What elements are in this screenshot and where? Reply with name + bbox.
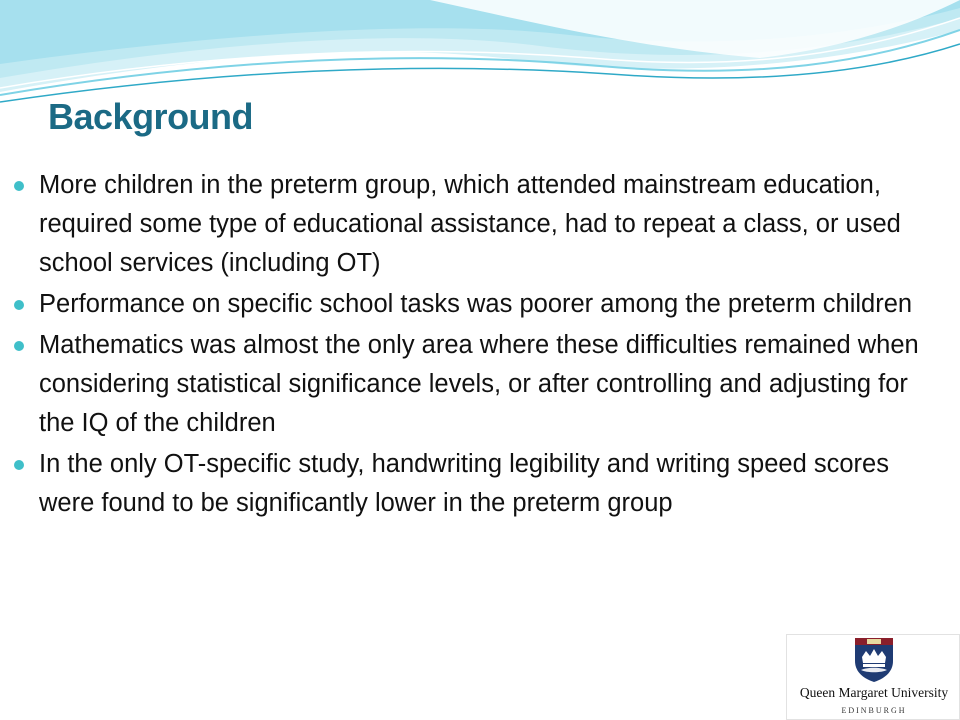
bullet-text: Performance on specific school tasks was poorer among the preterm children [39, 290, 913, 318]
bullet-dot-icon [14, 460, 24, 470]
header-wave-decoration [0, 0, 960, 110]
bullet-dot-icon [14, 181, 24, 191]
bullet-item [14, 326, 944, 443]
university-logo [786, 634, 960, 720]
bullet-text: In the only OT-specific study, handwriting legibility and writing speed scores were found to be significantly lower in the preterm group [39, 450, 889, 517]
bullet-item [14, 445, 944, 523]
bullet-list [14, 166, 944, 525]
bullet-text: Mathematics was almost the only area where these difficulties remained when considering statistical significance levels, or after controlling and adjusting for the IQ of the children [39, 331, 919, 437]
slide-title: Background [48, 96, 254, 137]
bullet-item [14, 166, 944, 283]
bullet-dot-icon [14, 341, 24, 351]
university-city: EDINBURGH [841, 706, 907, 715]
bullet-item [14, 285, 944, 324]
bullet-dot-icon [14, 300, 24, 310]
bullet-text: More children in the preterm group, which attended mainstream education, required some type of educational assistance, had to repeat a class, or used school services (including OT) [39, 171, 901, 277]
university-crest-icon [845, 637, 903, 683]
university-name: Queen Margaret University [799, 685, 949, 700]
